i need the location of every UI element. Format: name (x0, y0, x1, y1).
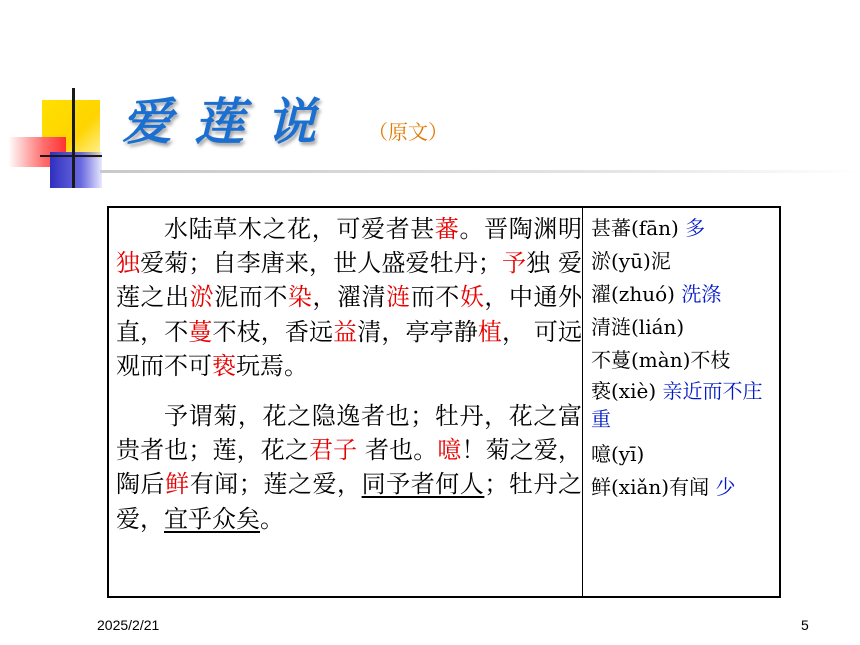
passage-text-segment: 予谓菊，花之隐逸者也；牡丹，花之富贵者也；莲，花之 (116, 402, 582, 465)
note-term: 亵(xiè) (591, 379, 663, 403)
highlighted-word: 妖 (459, 283, 485, 312)
passage-text-segment: 独 爱莲之出 (116, 249, 583, 312)
highlighted-word: 噫 (437, 436, 462, 465)
passage-text-segment: 。 (260, 504, 284, 533)
note-gloss: 少 (715, 475, 736, 499)
highlighted-word: 植 (477, 317, 502, 346)
passage-text-segment: 水陆草木之花，可爱者甚 (164, 215, 435, 243)
note-item (591, 212, 777, 245)
decor-blue-square (50, 152, 102, 188)
decor-vertical-line (72, 88, 75, 188)
highlighted-word: 鲜 (165, 470, 190, 499)
note-term: 濯(zhuó) (591, 282, 682, 306)
passage-text-segment: ；牡丹之爱， (116, 470, 583, 533)
slide-date: 2025/2/21 (97, 617, 160, 633)
passage-text-segment: 清，亭亭静 (357, 317, 478, 346)
table-column-divider (582, 208, 583, 596)
decor-horizontal-line (40, 155, 102, 157)
note-gloss: 亲近而不庄重 (591, 379, 763, 431)
note-term: 鲜(xiǎn)有闻 (591, 475, 716, 499)
slide-page-number: 5 (801, 617, 809, 633)
note-term: 甚蕃(fān) (591, 216, 686, 240)
slide-title: 爱莲说 (122, 92, 338, 151)
highlighted-word: 独 (116, 249, 141, 278)
highlighted-word: 染 (287, 283, 313, 312)
note-term: 不蔓(màn)不枝 (591, 348, 731, 372)
passage-text-segment: ， 可远观而不可 (116, 317, 583, 380)
note-item (591, 377, 777, 433)
passage-text-segment: ，中通外直，不 (116, 283, 583, 346)
highlighted-word: 予 (501, 249, 527, 278)
passage-text-segment: 玩焉。 (236, 351, 308, 380)
note-term: 清涟(lián) (591, 315, 685, 339)
note-item (591, 471, 777, 504)
passage-text-segment: 。晋陶渊明 (459, 215, 582, 243)
underlined-phrase: 宜乎众矣 (164, 504, 260, 533)
highlighted-word: 淤 (189, 283, 215, 312)
annotation-notes (591, 212, 777, 504)
passage-text-segment: 有闻；莲之爱， (189, 470, 362, 499)
passage-paragraph-2 (116, 399, 582, 536)
passage-text-segment: 泥而不 (214, 283, 288, 312)
note-gloss: 洗涤 (681, 282, 722, 306)
note-term: 噫(yī) (591, 442, 645, 466)
passage-text-segment: 者也。 (357, 436, 438, 465)
note-item (591, 344, 777, 377)
passage-text-segment: ！菊之爱，陶后 (116, 436, 583, 499)
passage-paragraph-1 (116, 212, 582, 383)
underlined-phrase: 同予者何人 (361, 470, 485, 499)
note-item (591, 311, 777, 344)
passage-text (116, 212, 582, 536)
note-item (591, 438, 777, 471)
highlighted-word: 亵 (212, 351, 236, 380)
note-item (591, 245, 777, 278)
passage-text-segment: 不枝，香远 (212, 317, 334, 346)
slide-subtitle: （原文） (368, 120, 448, 144)
note-gloss: 多 (685, 216, 706, 240)
highlighted-word: 益 (333, 317, 358, 346)
title-underline-rule (100, 170, 860, 173)
passage-text-segment: 爱菊；自李唐来，世人盛爱牡丹； (140, 249, 502, 278)
highlighted-word: 蕃 (434, 215, 460, 243)
note-term: 淤(yū)泥 (591, 249, 671, 273)
note-item (591, 278, 777, 311)
highlighted-word: 蔓 (188, 317, 213, 346)
passage-text-segment: 而不 (410, 283, 460, 312)
passage-text-segment: ，濯清 (312, 283, 387, 312)
highlighted-word: 涟 (386, 283, 411, 312)
highlighted-word: 君子 (309, 436, 358, 465)
